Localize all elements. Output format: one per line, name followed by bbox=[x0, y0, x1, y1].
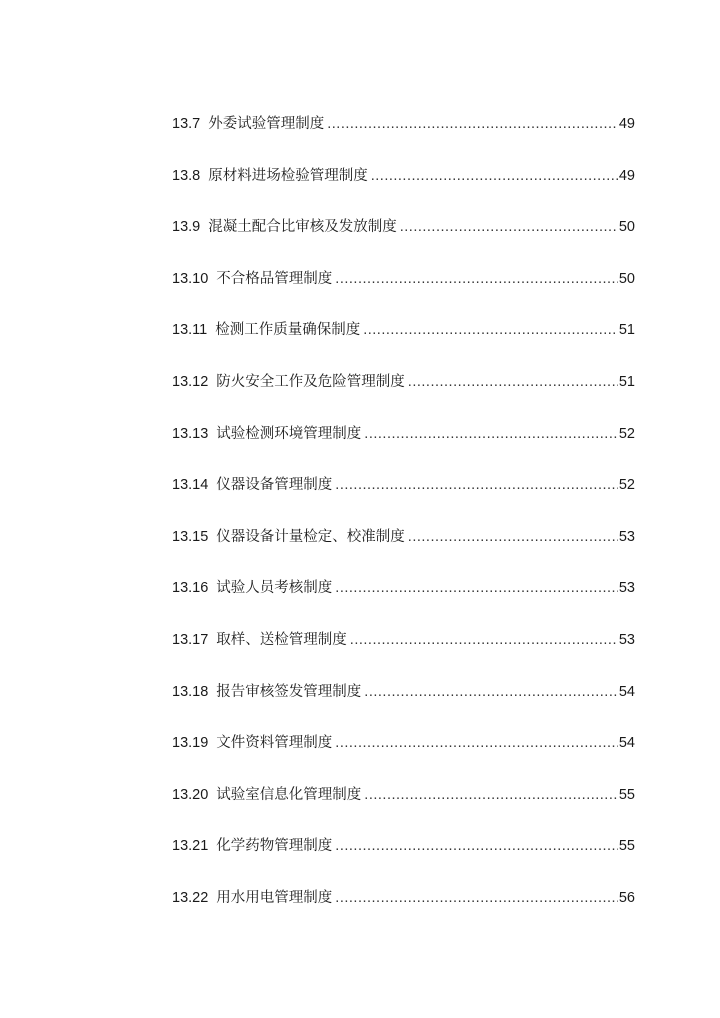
toc-dot-leader bbox=[408, 524, 618, 550]
toc-entry-number: 13.12 bbox=[172, 373, 209, 390]
toc-entry-page: 55 bbox=[618, 786, 635, 803]
table-of-contents bbox=[172, 111, 635, 937]
toc-entry[interactable] bbox=[172, 833, 635, 885]
toc-entry-page: 53 bbox=[618, 528, 635, 545]
toc-entry-number: 13.14 bbox=[172, 477, 209, 494]
toc-entry[interactable] bbox=[172, 782, 635, 834]
toc-entry-page: 50 bbox=[618, 219, 635, 236]
toc-dot-leader bbox=[363, 317, 618, 343]
toc-entry[interactable] bbox=[172, 214, 635, 266]
toc-entry-page: 54 bbox=[618, 735, 635, 752]
toc-entry-title: 试验室信息化管理制度 bbox=[216, 786, 362, 803]
toc-entry-title: 混凝土配合比审核及发放制度 bbox=[208, 219, 397, 236]
toc-entry-title: 仪器设备管理制度 bbox=[216, 477, 333, 494]
toc-entry[interactable] bbox=[172, 111, 635, 163]
toc-entry[interactable] bbox=[172, 627, 635, 679]
toc-entry-title: 原材料进场检验管理制度 bbox=[208, 167, 368, 184]
toc-entry[interactable] bbox=[172, 266, 635, 318]
toc-entry[interactable] bbox=[172, 885, 635, 937]
toc-entry[interactable] bbox=[172, 730, 635, 782]
toc-entry-page: 49 bbox=[618, 167, 635, 184]
toc-entry-number: 13.18 bbox=[172, 683, 209, 700]
toc-dot-leader bbox=[335, 472, 618, 498]
toc-dot-leader bbox=[371, 163, 618, 189]
toc-entry-number: 13.16 bbox=[172, 580, 209, 597]
toc-entry-page: 53 bbox=[618, 631, 635, 648]
toc-entry-page: 49 bbox=[618, 116, 635, 132]
toc-entry[interactable] bbox=[172, 575, 635, 627]
toc-entry-number: 13.17 bbox=[172, 631, 209, 648]
toc-entry-number: 13.8 bbox=[172, 167, 201, 184]
toc-entry[interactable] bbox=[172, 317, 635, 369]
toc-entry[interactable] bbox=[172, 369, 635, 421]
toc-entry-title: 报告审核签发管理制度 bbox=[216, 683, 362, 700]
toc-entry-title: 防火安全工作及危险管理制度 bbox=[216, 373, 405, 390]
toc-entry[interactable] bbox=[172, 421, 635, 473]
toc-dot-leader bbox=[364, 782, 618, 808]
toc-dot-leader bbox=[335, 833, 618, 859]
toc-dot-leader bbox=[350, 627, 618, 653]
toc-dot-leader bbox=[335, 266, 618, 292]
toc-entry[interactable] bbox=[172, 163, 635, 215]
toc-entry-page: 53 bbox=[618, 580, 635, 597]
toc-entry-title: 试验人员考核制度 bbox=[216, 580, 333, 597]
toc-entry-page: 54 bbox=[618, 683, 635, 700]
toc-entry-page: 52 bbox=[618, 425, 635, 442]
toc-entry-number: 13.11 bbox=[172, 322, 208, 339]
toc-entry[interactable] bbox=[172, 472, 635, 524]
toc-entry-title: 试验检测环境管理制度 bbox=[216, 425, 362, 442]
toc-entry-title: 仪器设备计量检定、校准制度 bbox=[216, 528, 405, 545]
toc-entry-title: 化学药物管理制度 bbox=[216, 838, 333, 855]
toc-entry-page: 52 bbox=[618, 477, 635, 494]
toc-entry-number: 13.22 bbox=[172, 889, 209, 906]
toc-dot-leader bbox=[364, 421, 618, 447]
toc-entry-title: 取样、送检管理制度 bbox=[216, 631, 347, 648]
toc-entry-title: 外委试验管理制度 bbox=[208, 116, 325, 132]
toc-entry-title: 检测工作质量确保制度 bbox=[215, 322, 361, 339]
toc-entry-number: 13.15 bbox=[172, 528, 209, 545]
toc-dot-leader bbox=[327, 111, 618, 137]
toc-dot-leader bbox=[335, 575, 618, 601]
toc-entry-number: 13.19 bbox=[172, 735, 209, 752]
toc-entry-number: 13.9 bbox=[172, 219, 201, 236]
toc-entry-title: 不合格品管理制度 bbox=[216, 270, 333, 287]
toc-entry-title: 文件资料管理制度 bbox=[216, 735, 333, 752]
toc-dot-leader bbox=[408, 369, 618, 395]
toc-entry-number: 13.21 bbox=[172, 838, 209, 855]
toc-entry-number: 13.13 bbox=[172, 425, 209, 442]
toc-entry-page: 56 bbox=[618, 889, 635, 906]
toc-dot-leader bbox=[335, 730, 618, 756]
toc-entry-page: 55 bbox=[618, 838, 635, 855]
toc-entry-page: 51 bbox=[618, 322, 635, 339]
toc-entry[interactable] bbox=[172, 679, 635, 731]
toc-entry-page: 50 bbox=[618, 270, 635, 287]
toc-entry[interactable] bbox=[172, 524, 635, 576]
toc-dot-leader bbox=[335, 885, 618, 911]
toc-entry-number: 13.20 bbox=[172, 786, 209, 803]
toc-entry-page: 51 bbox=[618, 373, 635, 390]
toc-entry-title: 用水用电管理制度 bbox=[216, 889, 333, 906]
toc-entry-number: 13.10 bbox=[172, 270, 209, 287]
toc-entry-number: 13.7 bbox=[172, 116, 201, 132]
toc-dot-leader bbox=[400, 214, 618, 240]
toc-dot-leader bbox=[364, 679, 618, 705]
